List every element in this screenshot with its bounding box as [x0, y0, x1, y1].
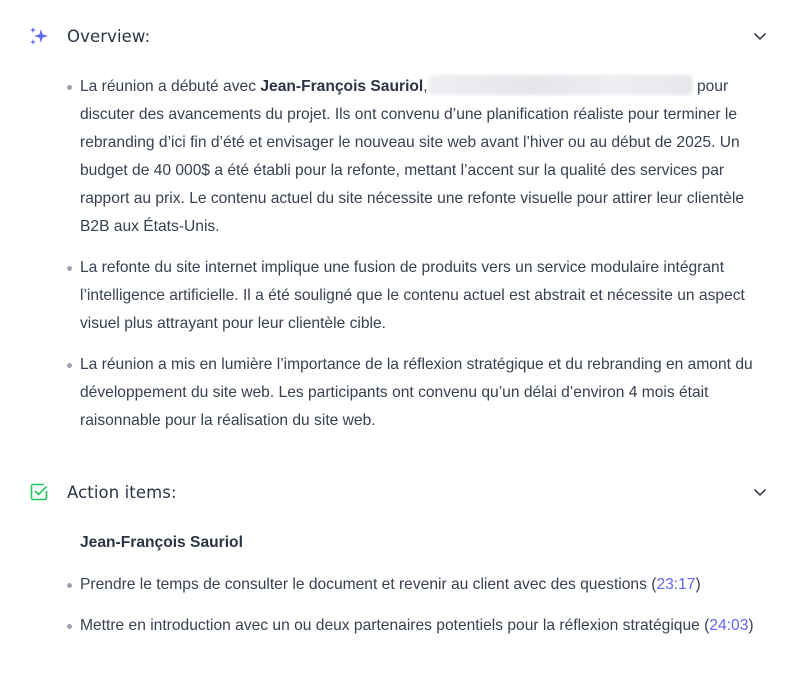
overview-header[interactable]	[28, 22, 770, 50]
action-item: Mettre en introduction avec un ou deux partenaires potentiels pour la réflexion stratégique (24:03)	[80, 612, 770, 640]
overview-title: Overview:	[67, 26, 151, 46]
action-item: Prendre le temps de consulter le document et revenir au client avec des questions (23:17)	[80, 571, 770, 599]
sparkles-icon	[28, 25, 50, 47]
action-items-header[interactable]	[28, 478, 770, 506]
list-item: La réunion a mis en lumière l’importance de la réflexion stratégique et du rebranding en amont du développement du site web. Les participants ont convenu qu’un délai d’environ 4 mois était raisonnable pour la réalisation du site web.	[80, 351, 770, 435]
timestamp-link[interactable]: 23:17	[656, 576, 696, 593]
timestamp-link[interactable]: 24:03	[709, 617, 749, 634]
checkbox-icon	[28, 481, 50, 503]
bullet-text: pour discuter des avancements du projet. Ils ont convenu d’une planification réaliste pour terminer le rebranding d’ici fin d’été et envisager le nouveau site web avant l’hiver ou au début de 2025. Un budget de 40 000$ a été établi pour la refonte, mettant l’accent sur la qualité des services par rapport au prix. Le contenu actuel du site nécessite une refonte visuelle pour attirer leur clientèle B2B aux États-Unis.	[80, 78, 744, 235]
action-text: Mettre en introduction avec un ou deux partenaires potentiels pour la réflexion stratégique	[80, 617, 705, 634]
overview-list	[80, 73, 770, 448]
bullet-text: La réunion a débuté avec	[80, 78, 261, 95]
chevron-down-icon[interactable]	[750, 26, 770, 46]
action-text: Prendre le temps de consulter le document et revenir au client avec des questions	[80, 576, 652, 593]
action-items-title: Action items:	[67, 482, 177, 502]
action-owner: Jean-François Sauriol	[80, 534, 243, 551]
comma: ,	[423, 78, 428, 95]
redacted-text	[428, 75, 693, 95]
list-item	[80, 73, 770, 241]
action-items-list	[80, 571, 770, 653]
participant-name: Jean-François Sauriol	[260, 78, 424, 95]
chevron-down-icon[interactable]	[750, 482, 770, 502]
list-item: La refonte du site internet implique une fusion de produits vers un service modulaire intégrant l’intelligence artificielle. Il a été souligné que le contenu actuel est abstrait et nécessite un aspect visuel plus attrayant pour leur clientèle cible.	[80, 254, 770, 338]
